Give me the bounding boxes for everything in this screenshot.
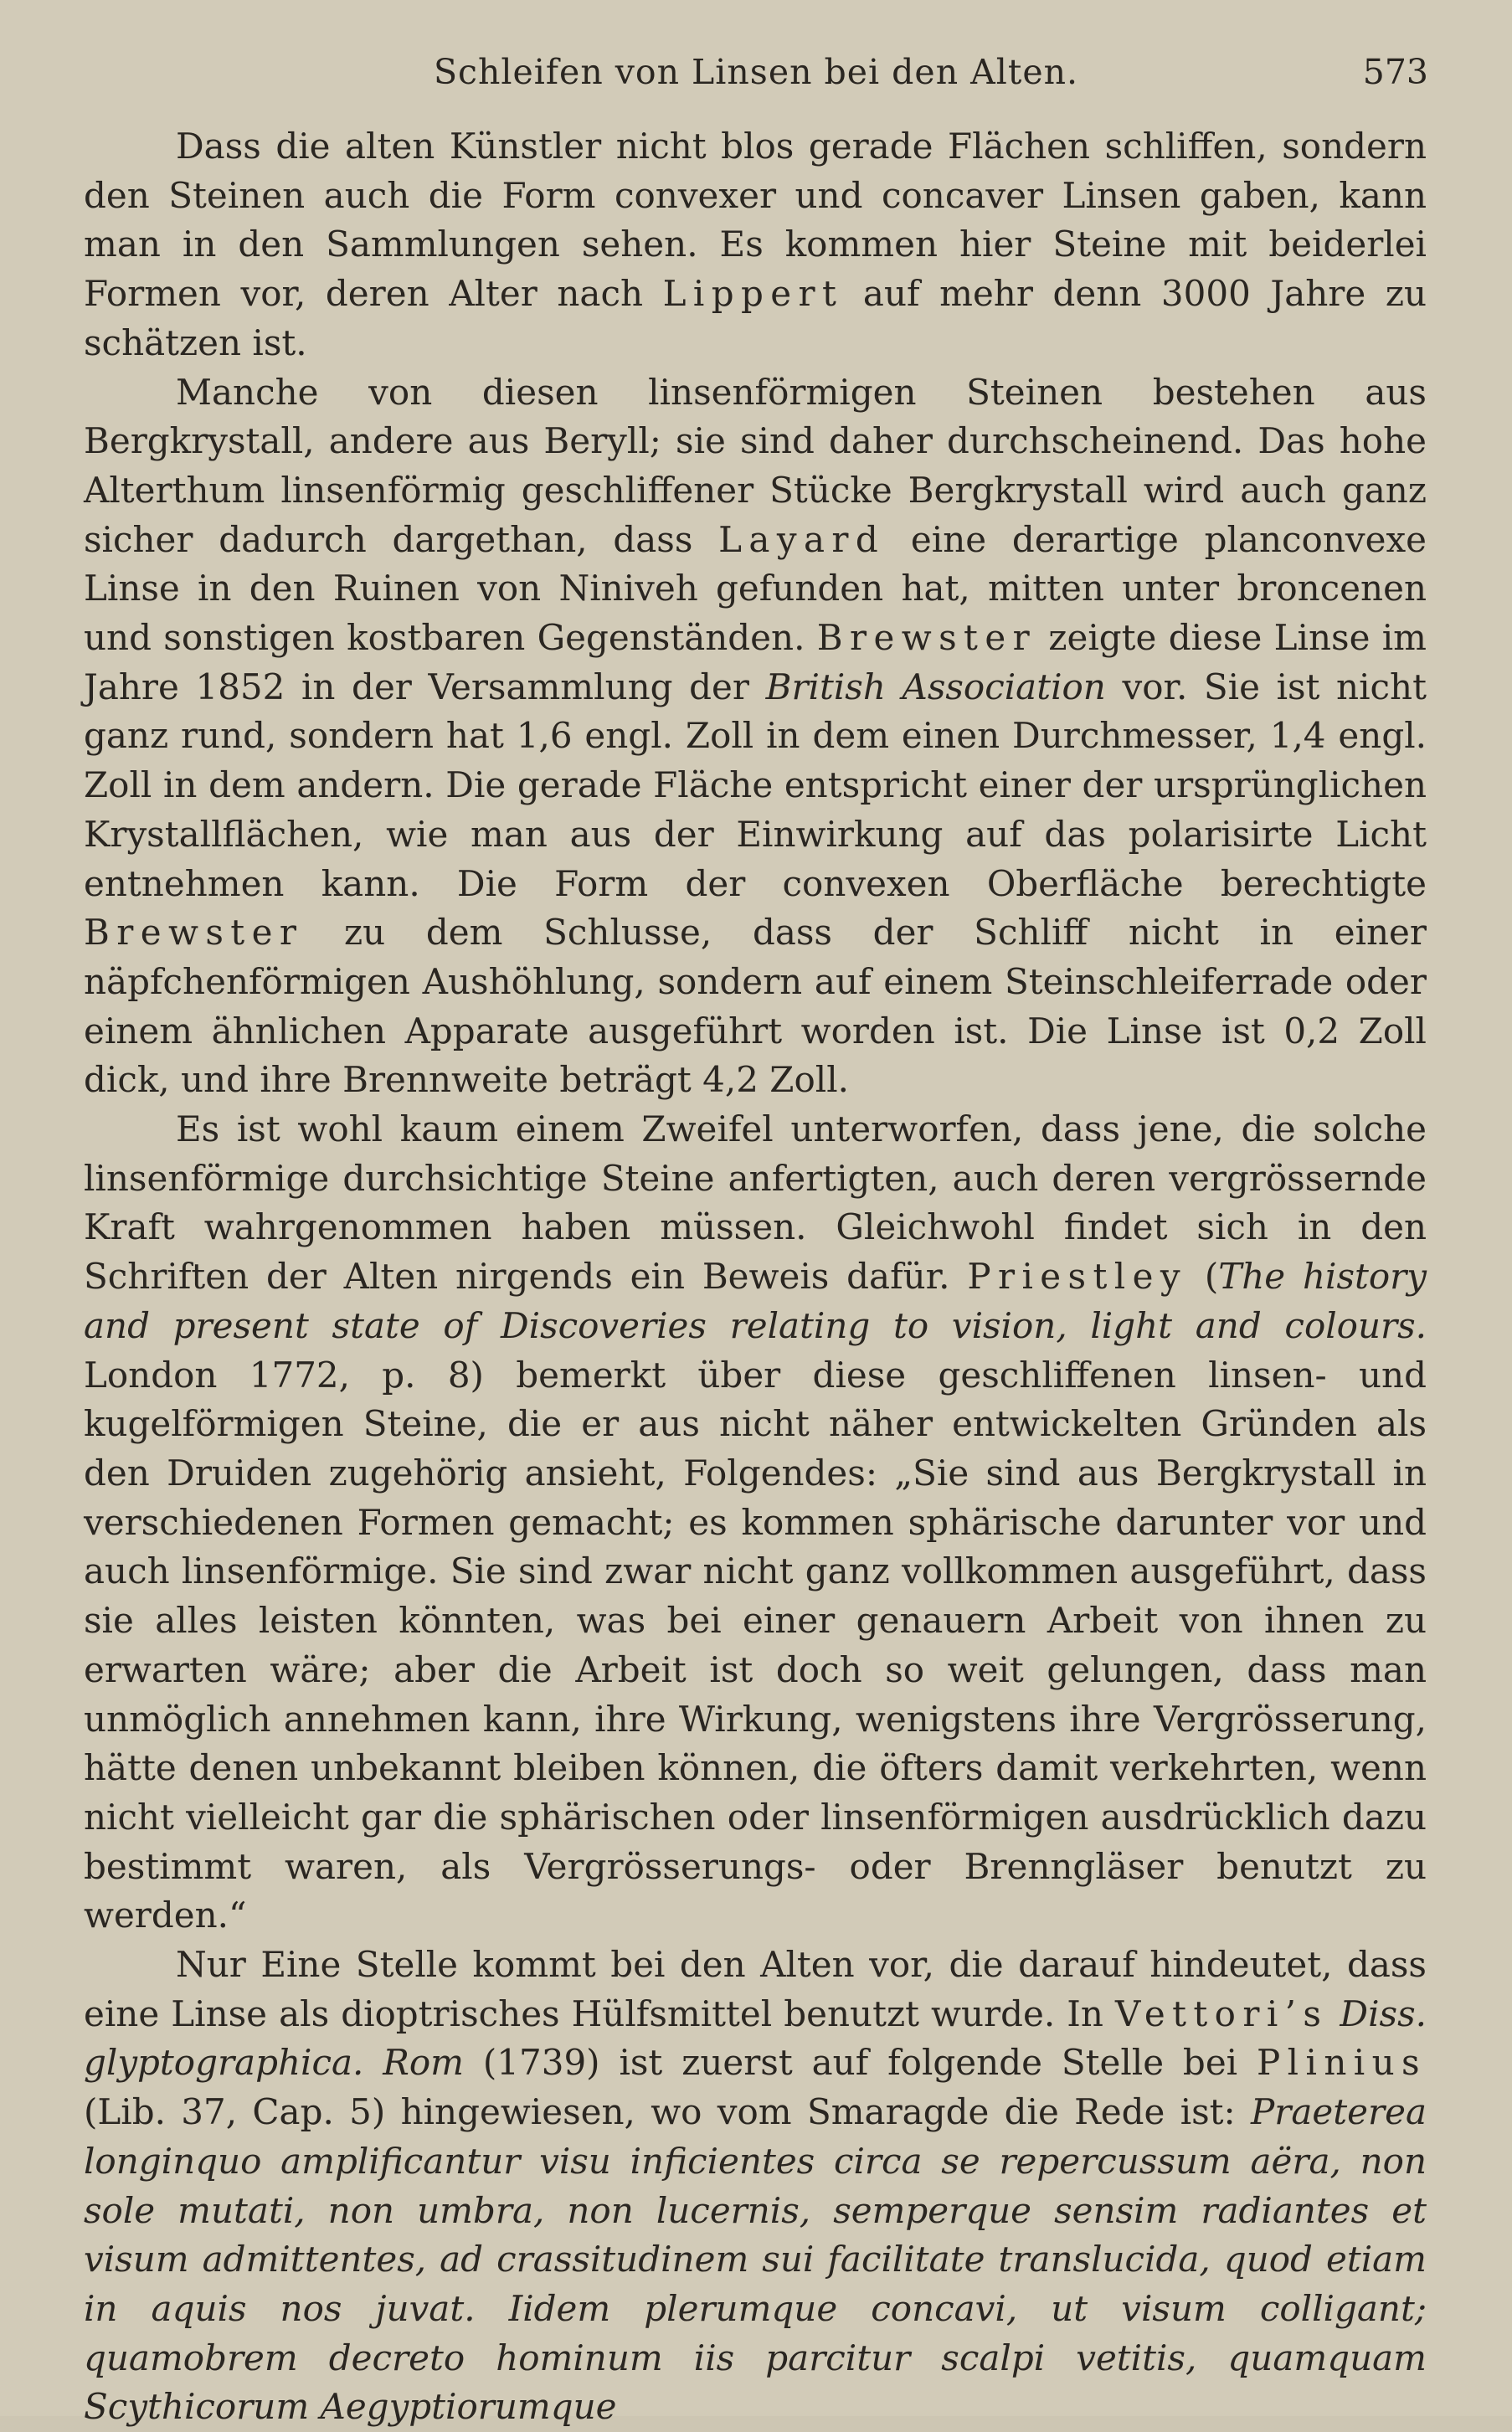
body-text: [84, 122, 1427, 2432]
running-head: [84, 52, 1428, 102]
running-title: Schleifen von Linsen bei den Alten.: [433, 52, 1079, 92]
paragraph-3: Es ist wohl kaum einem Zweifel unterworfen, dass jene, die solche linsenförmige durchsichtige Steine anfertigten, auch deren vergrössernde Kraft wahrgenommen haben müssen. Gleichwohl findet sich in den Schriften der Alten nirgends ein Beweis dafür. Priestley (The history and present state of Discoveries relating to vision, light and colours. London 1772, p. 8) bemerkt über diese geschliffenen linsen- und kugelförmigen Steine, die er aus nicht näher entwickelten Gründen als den Druiden zugehörig ansieht, Folgendes: „Sie sind aus Bergkrystall in verschiedenen Formen gemacht; es kommen sphärische darunter vor und auch linsenförmige. Sie sind zwar nicht ganz vollkommen ausgeführt, dass sie alles leisten könnten, was bei einer genauern Arbeit von ihnen zu erwarten wäre; aber die Arbeit ist doch so weit gelungen, dass man unmöglich annehmen kann, ihre Wirkung, wenigstens ihre Vergrösserung, hätte denen unbekannt bleiben können, die öfters damit verkehrten, wenn nicht vielleicht gar die sphärischen oder linsenförmigen ausdrücklich dazu bestimmt waren, als Vergrösserungs- oder Brenngläser benutzt zu werden.“: [84, 1108, 1427, 1936]
spaced-name: Layard: [718, 518, 886, 560]
italic-text: Praeterea longinquo amplificantur visu inficientes circa se repercussum aëra, non sole mutati, non umbra, non lucernis, semperque sensim radiantes et visum admittentes, ad crassitudinem sui facilitate translucida, quod etiam in aquis nos juvat. Iidem plerumque concavi, ut visum colligant; quamobrem decreto hominum iis parcitur scalpi vetitis, quamquam Scythicorum Aegyptiorumque: [84, 2091, 1427, 2428]
page-number: 573: [1362, 52, 1428, 92]
spaced-name: Lippert: [662, 273, 844, 315]
paragraph-2: Manche von diesen linsenförmigen Steinen bestehen aus Bergkrystall, andere aus Beryll; sie sind daher durchscheinend. Das hohe Alterthum linsenförmig geschliffener Stücke Bergkrystall wird auch ganz sicher dadurch dargethan, dass Layard eine derartige planconvexe Linse in den Ruinen von Niniveh gefunden hat, mitten unter broncenen und sonstigen kostbaren Gegenständen. Brewster zeigte diese Linse im Jahre 1852 in der Versammlung der British Association vor. Sie ist nicht ganz rund, sondern hat 1,6 engl. Zoll in dem einen Durchmesser, 1,4 engl. Zoll in dem andern. Die gerade Fläche entspricht einer der ursprünglichen Krystallflächen, wie man aus der Einwirkung auf das polarisirte Licht entnehmen kann. Die Form der convexen Oberfläche berechtigte Brewster zu dem Schlusse, dass der Schliff nicht in einer näpfchenförmigen Aushöhlung, sondern auf einem Steinschleiferrade oder einem ähnlichen Apparate ausgeführt worden ist. Die Linse ist 0,2 Zoll dick, und ihre Brennweite beträgt 4,2 Zoll.: [84, 371, 1427, 1101]
paragraph-1: Dass die alten Künstler nicht blos gerade Flächen schliffen, sondern den Steinen auch die Form convexer und concaver Linsen gaben, kann man in den Sammlungen sehen. Es kommen hier Steine mit beiderlei Formen vor, deren Alter nach Lippert auf mehr denn 3000 Jahre zu schätzen ist.: [84, 126, 1427, 363]
italic-text: The history and present state of Discoveries relating to vision, light and colours.: [84, 1256, 1427, 1346]
spaced-name: Priestley: [967, 1256, 1188, 1298]
italic-text: British Association: [765, 666, 1106, 707]
spaced-name: Brewster: [84, 912, 304, 954]
spaced-name: Vettori’s: [1114, 1992, 1329, 2034]
spaced-name: Brewster: [816, 617, 1037, 659]
italic-text: Diss. glyptographica. Rom: [84, 1992, 1427, 2084]
paragraph-4: Nur Eine Stelle kommt bei den Alten vor, die darauf hindeutet, dass eine Linse als dioptrisches Hülfsmittel benutzt wurde. In Vettori’s Diss. glyptographica. Rom (1739) ist zuerst auf folgende Stelle bei Plinius (Lib. 37, Cap. 5) hingewiesen, wo vom Smaragde die Rede ist: Praeterea longinquo amplificantur visu inficientes circa se repercussum aëra, non sole mutati, non umbra, non lucernis, semperque sensim radiantes et visum admittentes, ad crassitudinem sui facilitate translucida, quod etiam in aquis nos juvat. Iidem plerumque concavi, ut visum colligant; quamobrem decreto hominum iis parcitur scalpi vetitis, quamquam Scythicorum Aegyptiorumque: [84, 1944, 1427, 2428]
spaced-name: Plinius: [1257, 2042, 1427, 2084]
